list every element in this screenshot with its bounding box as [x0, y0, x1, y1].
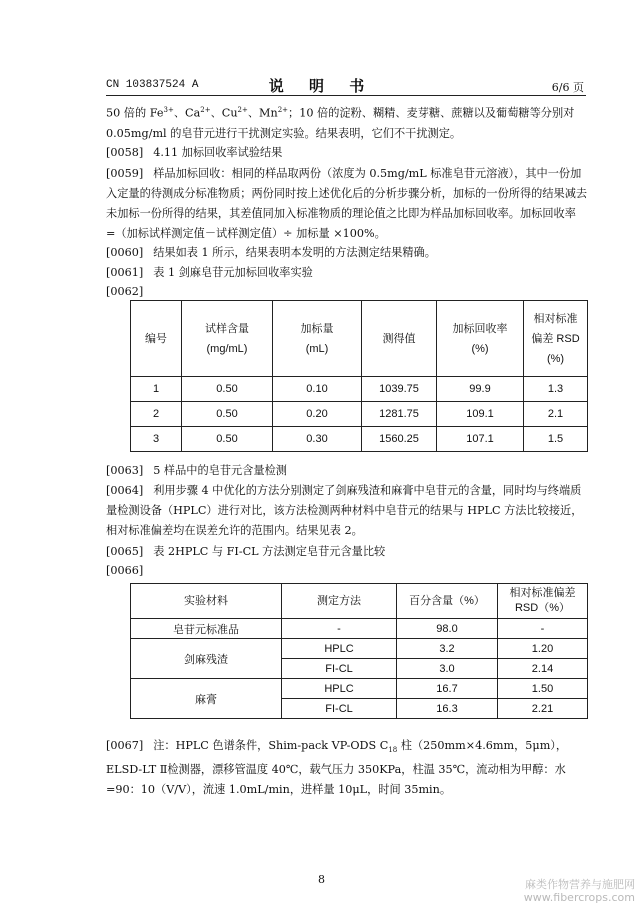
table-cell: 99.9 — [437, 377, 524, 402]
table-cell: 剑麻残渣 — [131, 639, 282, 679]
document-title: 说 明 书 — [268, 77, 375, 95]
paragraph-0065: [0065] 表 2HPLC 与 FI-CL 方法测定皂苷元含量比较 — [106, 545, 386, 558]
table-cell: 0.50 — [182, 427, 273, 452]
table-cell: 皂苷元标准品 — [131, 619, 282, 639]
paragraph-0066 — [106, 561, 588, 581]
header-cell: 相对标准偏差 RSD（%） — [498, 584, 588, 619]
table-cell: 2 — [131, 402, 182, 427]
header-cell: 加标回收率 (%) — [437, 301, 524, 377]
table-cell: 0.20 — [273, 402, 362, 427]
paragraph-0064: [0064] 利用步骤 4 中优化的方法分别测定了剑麻残渣和麻膏中皂苷元的含量，同时均与终端质量检测设备（HPLC）进行对比，该方法检测两种材料中皂苷元的结果与 HPLC 方法比较接近，相对标准偏差均在误差允许的范围内。结果见表 2。 — [106, 484, 583, 537]
table-cell: 16.3 — [397, 699, 498, 719]
table-cell: 麻膏 — [131, 679, 282, 719]
paragraph-0060: [0060] 结果如表 1 所示，结果表明本发明的方法测定结果精确。 — [106, 246, 436, 259]
paragraph-tag: [0065] — [106, 545, 144, 558]
header-rule — [106, 95, 586, 96]
table-cell: 1.50 — [498, 679, 588, 699]
table-cell: 1281.75 — [362, 402, 437, 427]
table-row — [131, 402, 588, 427]
table-cell: FI-CL — [282, 659, 397, 679]
table-cell: 1.3 — [524, 377, 588, 402]
paragraph-0061: [0061] 表 1 剑麻皂苷元加标回收率实验 — [106, 266, 313, 279]
table-cell: FI-CL — [282, 699, 397, 719]
table-cell: 1.20 — [498, 639, 588, 659]
table-method-comparison — [130, 583, 588, 719]
page-info: 6/6 页 — [551, 81, 584, 94]
table-cell: 107.1 — [437, 427, 524, 452]
header-cell: 相对标准 偏差 RSD (%) — [524, 301, 588, 377]
header-cell: 测得值 — [362, 301, 437, 377]
table-cell: 3.2 — [397, 639, 498, 659]
table-cell: 3.0 — [397, 659, 498, 679]
paragraph-continued: 50 倍的 $Fe^{3+}$、$Ca^{2+}$、$Cu^{2+}$、$Mn^{2+}$；10 倍的淀粉、糊精、麦芽糖、蔗糖以及葡萄糖等分别对 0.05mg/ml 的皂苷元进行干扰测定实验。结果表明，它们不干扰测定。 — [106, 106, 575, 140]
paragraph-tag: [0064] — [106, 484, 144, 497]
header-cell: 实验材料 — [131, 584, 282, 619]
table-row — [131, 377, 588, 402]
table-header-row — [131, 584, 588, 619]
page-number: 8 — [318, 873, 325, 886]
table-cell: 0.30 — [273, 427, 362, 452]
table-cell: - — [282, 619, 397, 639]
paragraph-0058: [0058] 4.11 加标回收率试验结果 — [106, 146, 283, 159]
paragraph-tag: [0060] — [106, 246, 144, 259]
paragraph-tag: [0061] — [106, 266, 144, 279]
paragraph-0062 — [106, 282, 588, 302]
table-cell: 1 — [131, 377, 182, 402]
table-cell: 1560.25 — [362, 427, 437, 452]
paragraph-tag: [0063] — [106, 464, 144, 477]
watermark — [524, 878, 635, 904]
watermark-line: www.fibercrops.com — [523, 891, 635, 904]
table-row — [131, 679, 588, 699]
header-cell: 百分含量（%） — [397, 584, 498, 619]
table-row — [131, 639, 588, 659]
table-cell: 2.1 — [524, 402, 588, 427]
table-cell: 1039.75 — [362, 377, 437, 402]
header-cell: 试样含量 (mg/mL) — [182, 301, 273, 377]
table-cell: 0.10 — [273, 377, 362, 402]
table-cell: 98.0 — [397, 619, 498, 639]
paragraph-tag: [0066] — [106, 564, 144, 577]
header-cell: 编号 — [131, 301, 182, 377]
table-cell: 2.14 — [498, 659, 588, 679]
table-header-row — [131, 301, 588, 377]
paragraph-0059: [0059] 样品加标回收：相同的样品取两份（浓度为 0.5mg/mL 标准皂苷元溶液），其中一份加入定量的待测成分标准物质；两份同时按上述优化后的分析步骤分析，加标的一份所得的结果减去未加标一份所得的结果，其差值同加入标准物质的理论值之比即为样品加标回收率。加标回收率 =（加标试样测定值－试样测定值）÷ 加标量 ×100%。 — [106, 167, 588, 240]
watermark-line: 麻类作物营养与施肥网 — [525, 878, 635, 891]
table-recovery-rate — [130, 300, 588, 452]
table-cell: 0.50 — [182, 402, 273, 427]
table-cell: HPLC — [282, 679, 397, 699]
table-cell: 16.7 — [397, 679, 498, 699]
paragraph-tag: [0059] — [106, 167, 144, 180]
paragraph-tag: [0067] — [106, 739, 144, 752]
table-row — [131, 619, 588, 639]
table-row — [131, 427, 588, 452]
table-cell: - — [498, 619, 588, 639]
patent-number: CN 103837524 A — [106, 79, 199, 91]
table-cell: 3 — [131, 427, 182, 452]
table-cell: 2.21 — [498, 699, 588, 719]
paragraph-tag: [0058] — [106, 146, 144, 159]
header-cell: 测定方法 — [282, 584, 397, 619]
table-cell: 1.5 — [524, 427, 588, 452]
paragraph-0067: [0067] 注：HPLC 色谱条件，Shim-pack VP-ODS $C_{18}$ 柱（250mm×4.6mm，5μm），ELSD-LT Ⅱ检测器，漂移管温度 40℃，载气压力 350KPa，柱温 35℃，流动相为甲醇：水 =90：10（V/V），流速 1.0mL/min，进样量 10μL，时间 35min。 — [106, 739, 568, 797]
table-cell: HPLC — [282, 639, 397, 659]
paragraph-0063: [0063] 5 样品中的皂苷元含量检测 — [106, 464, 287, 477]
table-cell: 109.1 — [437, 402, 524, 427]
table-cell: 0.50 — [182, 377, 273, 402]
paragraph-tag: [0062] — [106, 285, 144, 298]
header-cell: 加标量 (mL) — [273, 301, 362, 377]
